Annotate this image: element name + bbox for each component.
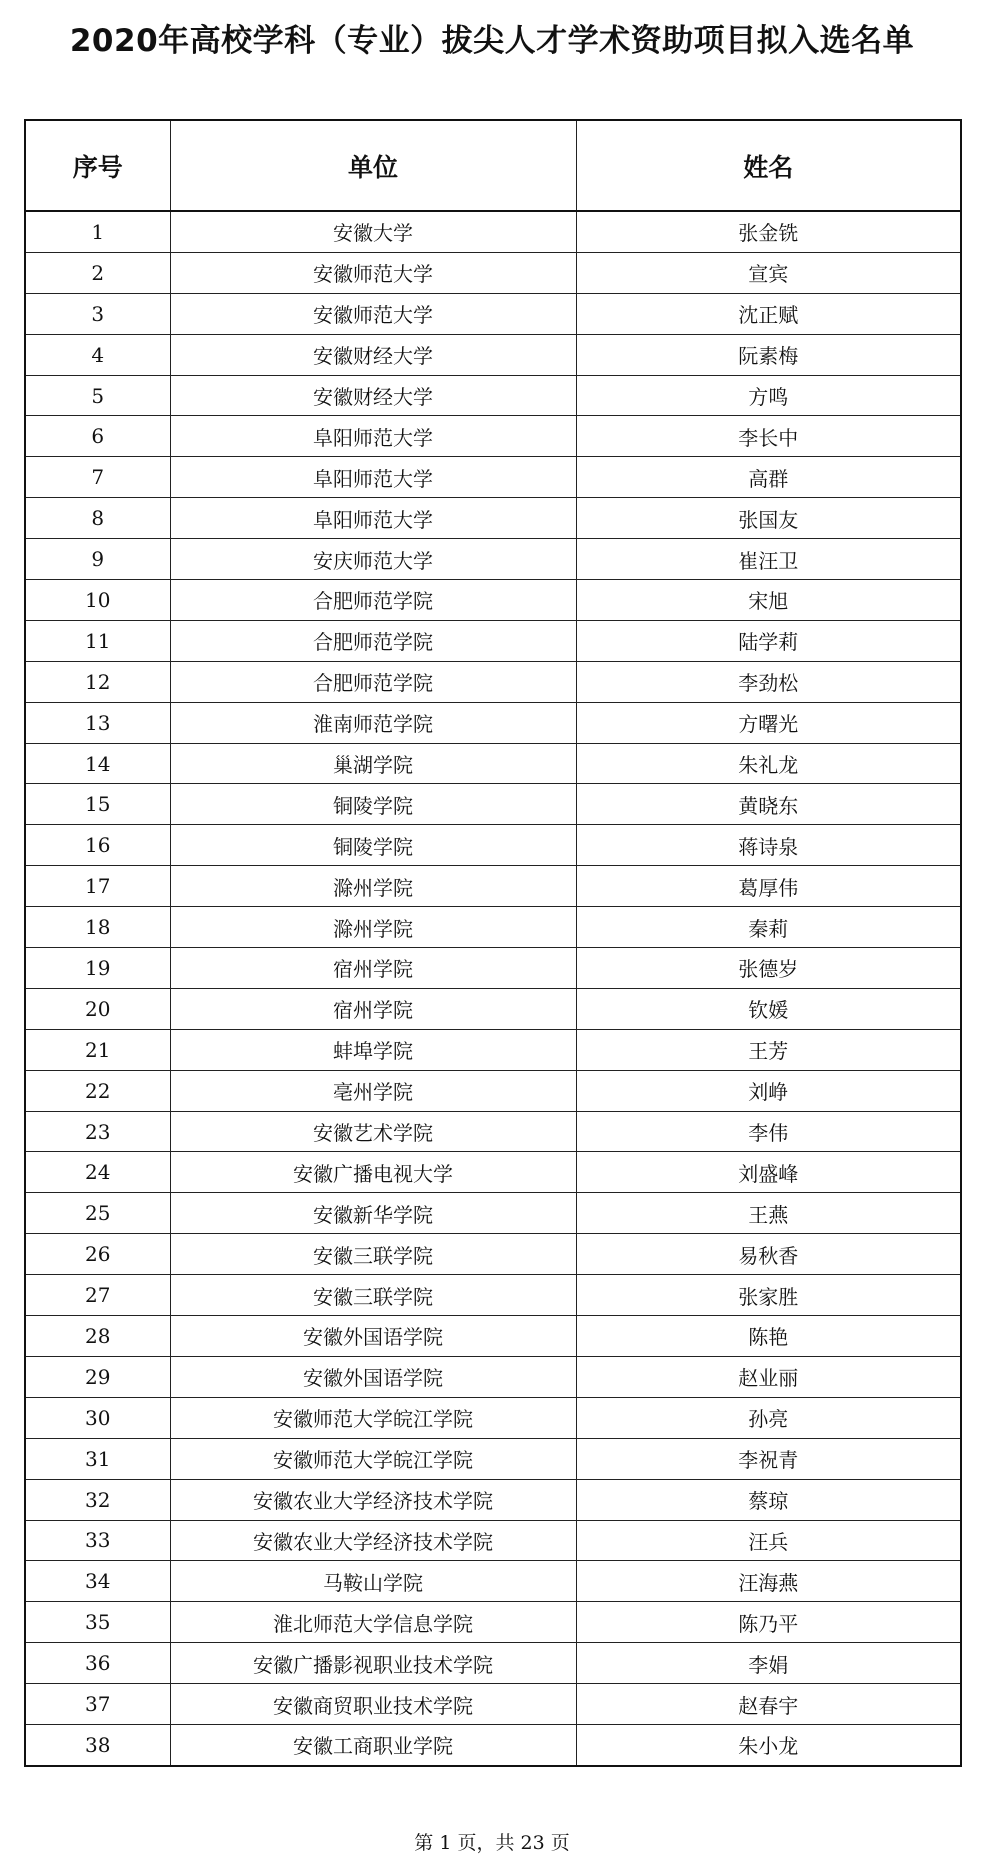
table-row xyxy=(25,1111,961,1152)
name-cell: 汪兵 xyxy=(576,1520,961,1561)
name-cell: 崔汪卫 xyxy=(576,539,961,580)
name-cell: 朱礼龙 xyxy=(576,743,961,784)
row-index-cell: 29 xyxy=(25,1356,170,1397)
name-cell: 方曙光 xyxy=(576,702,961,743)
unit-cell: 安徽财经大学 xyxy=(170,375,576,416)
name-cell: 宋旭 xyxy=(576,580,961,621)
name-cell: 张家胜 xyxy=(576,1275,961,1316)
name-cell: 赵春宇 xyxy=(576,1684,961,1725)
row-index-cell: 16 xyxy=(25,825,170,866)
row-index-cell: 21 xyxy=(25,1029,170,1070)
unit-cell: 马鞍山学院 xyxy=(170,1561,576,1602)
name-cell: 易秋香 xyxy=(576,1234,961,1275)
column-header-unit: 单位 xyxy=(170,120,576,211)
table-row xyxy=(25,1602,961,1643)
name-cell: 李娟 xyxy=(576,1643,961,1684)
table-row xyxy=(25,743,961,784)
row-index-cell: 10 xyxy=(25,580,170,621)
unit-cell: 安徽师范大学皖江学院 xyxy=(170,1397,576,1438)
unit-cell: 安徽农业大学经济技术学院 xyxy=(170,1520,576,1561)
unit-cell: 安徽艺术学院 xyxy=(170,1111,576,1152)
row-index-cell: 18 xyxy=(25,907,170,948)
table-row xyxy=(25,784,961,825)
row-index-cell: 17 xyxy=(25,866,170,907)
unit-cell: 合肥师范学院 xyxy=(170,620,576,661)
name-cell: 刘盛峰 xyxy=(576,1152,961,1193)
table-row xyxy=(25,580,961,621)
name-cell: 阮素梅 xyxy=(576,334,961,375)
name-cell: 王芳 xyxy=(576,1029,961,1070)
unit-cell: 安徽商贸职业技术学院 xyxy=(170,1684,576,1725)
name-cell: 陈乃平 xyxy=(576,1602,961,1643)
unit-cell: 巢湖学院 xyxy=(170,743,576,784)
table-row xyxy=(25,866,961,907)
row-index-cell: 11 xyxy=(25,620,170,661)
table-row xyxy=(25,620,961,661)
table-row xyxy=(25,1275,961,1316)
unit-cell: 阜阳师范大学 xyxy=(170,498,576,539)
table-body xyxy=(25,211,961,1766)
table-row xyxy=(25,702,961,743)
unit-cell: 滁州学院 xyxy=(170,907,576,948)
row-index-cell: 31 xyxy=(25,1438,170,1479)
name-cell: 李伟 xyxy=(576,1111,961,1152)
name-cell: 黄晓东 xyxy=(576,784,961,825)
name-cell: 孙亮 xyxy=(576,1397,961,1438)
row-index-cell: 24 xyxy=(25,1152,170,1193)
row-index-cell: 1 xyxy=(25,211,170,252)
name-cell: 李长中 xyxy=(576,416,961,457)
row-index-cell: 37 xyxy=(25,1684,170,1725)
column-header-index: 序号 xyxy=(25,120,170,211)
unit-cell: 淮北师范大学信息学院 xyxy=(170,1602,576,1643)
table-row xyxy=(25,1684,961,1725)
column-header-name: 姓名 xyxy=(576,120,961,211)
table-row xyxy=(25,1356,961,1397)
unit-cell: 淮南师范学院 xyxy=(170,702,576,743)
row-index-cell: 13 xyxy=(25,702,170,743)
table-row xyxy=(25,375,961,416)
name-cell: 张国友 xyxy=(576,498,961,539)
table-header xyxy=(25,120,961,211)
unit-cell: 安徽三联学院 xyxy=(170,1275,576,1316)
row-index-cell: 4 xyxy=(25,334,170,375)
table-row xyxy=(25,1316,961,1357)
candidate-table xyxy=(24,119,962,1767)
name-cell: 李劲松 xyxy=(576,661,961,702)
name-cell: 赵业丽 xyxy=(576,1356,961,1397)
table-row xyxy=(25,293,961,334)
row-index-cell: 5 xyxy=(25,375,170,416)
table-row xyxy=(25,334,961,375)
name-cell: 蔡琼 xyxy=(576,1479,961,1520)
name-cell: 张金铣 xyxy=(576,211,961,252)
table-row xyxy=(25,1479,961,1520)
row-index-cell: 35 xyxy=(25,1602,170,1643)
row-index-cell: 38 xyxy=(25,1724,170,1765)
name-cell: 王燕 xyxy=(576,1193,961,1234)
unit-cell: 安徽三联学院 xyxy=(170,1234,576,1275)
table-row xyxy=(25,1520,961,1561)
row-index-cell: 34 xyxy=(25,1561,170,1602)
row-index-cell: 3 xyxy=(25,293,170,334)
table-row xyxy=(25,211,961,252)
table-row xyxy=(25,457,961,498)
unit-cell: 安徽大学 xyxy=(170,211,576,252)
row-index-cell: 14 xyxy=(25,743,170,784)
unit-cell: 亳州学院 xyxy=(170,1070,576,1111)
name-cell: 刘峥 xyxy=(576,1070,961,1111)
name-cell: 陈艳 xyxy=(576,1316,961,1357)
name-cell: 李祝青 xyxy=(576,1438,961,1479)
table-row xyxy=(25,252,961,293)
name-cell: 方鸣 xyxy=(576,375,961,416)
unit-cell: 安徽师范大学皖江学院 xyxy=(170,1438,576,1479)
name-cell: 朱小龙 xyxy=(576,1724,961,1765)
table-row xyxy=(25,988,961,1029)
table-row xyxy=(25,416,961,457)
table-row xyxy=(25,1438,961,1479)
table-row xyxy=(25,1561,961,1602)
unit-cell: 安徽新华学院 xyxy=(170,1193,576,1234)
table-header-row xyxy=(25,120,961,211)
page-number-footer: 第 1 页，共 23 页 xyxy=(414,1832,570,1854)
table-row xyxy=(25,1193,961,1234)
name-cell: 蒋诗泉 xyxy=(576,825,961,866)
document-title: 2020年高校学科（专业）拔尖人才学术资助项目拟入选名单 xyxy=(69,23,915,59)
unit-cell: 安徽师范大学 xyxy=(170,252,576,293)
table-row xyxy=(25,498,961,539)
table-row xyxy=(25,907,961,948)
row-index-cell: 36 xyxy=(25,1643,170,1684)
row-index-cell: 20 xyxy=(25,988,170,1029)
unit-cell: 合肥师范学院 xyxy=(170,661,576,702)
unit-cell: 阜阳师范大学 xyxy=(170,416,576,457)
table-row xyxy=(25,1152,961,1193)
table-row xyxy=(25,1070,961,1111)
unit-cell: 安徽师范大学 xyxy=(170,293,576,334)
unit-cell: 安徽广播影视职业技术学院 xyxy=(170,1643,576,1684)
name-cell: 高群 xyxy=(576,457,961,498)
row-index-cell: 33 xyxy=(25,1520,170,1561)
name-cell: 陆学莉 xyxy=(576,620,961,661)
row-index-cell: 9 xyxy=(25,539,170,580)
name-cell: 沈正赋 xyxy=(576,293,961,334)
name-cell: 秦莉 xyxy=(576,907,961,948)
name-cell: 汪海燕 xyxy=(576,1561,961,1602)
table-row xyxy=(25,825,961,866)
row-index-cell: 8 xyxy=(25,498,170,539)
table-row xyxy=(25,948,961,989)
unit-cell: 安徽财经大学 xyxy=(170,334,576,375)
table-row xyxy=(25,1643,961,1684)
unit-cell: 铜陵学院 xyxy=(170,825,576,866)
unit-cell: 安徽广播电视大学 xyxy=(170,1152,576,1193)
unit-cell: 铜陵学院 xyxy=(170,784,576,825)
row-index-cell: 28 xyxy=(25,1316,170,1357)
unit-cell: 安徽工商职业学院 xyxy=(170,1724,576,1765)
row-index-cell: 32 xyxy=(25,1479,170,1520)
row-index-cell: 2 xyxy=(25,252,170,293)
name-cell: 宣宾 xyxy=(576,252,961,293)
table-row xyxy=(25,1029,961,1070)
name-cell: 葛厚伟 xyxy=(576,866,961,907)
table-row xyxy=(25,539,961,580)
table-row xyxy=(25,661,961,702)
row-index-cell: 30 xyxy=(25,1397,170,1438)
name-cell: 钦媛 xyxy=(576,988,961,1029)
unit-cell: 宿州学院 xyxy=(170,948,576,989)
row-index-cell: 19 xyxy=(25,948,170,989)
unit-cell: 阜阳师范大学 xyxy=(170,457,576,498)
unit-cell: 蚌埠学院 xyxy=(170,1029,576,1070)
row-index-cell: 26 xyxy=(25,1234,170,1275)
row-index-cell: 27 xyxy=(25,1275,170,1316)
unit-cell: 安徽外国语学院 xyxy=(170,1356,576,1397)
unit-cell: 安庆师范大学 xyxy=(170,539,576,580)
row-index-cell: 7 xyxy=(25,457,170,498)
unit-cell: 宿州学院 xyxy=(170,988,576,1029)
name-cell: 张德岁 xyxy=(576,948,961,989)
unit-cell: 安徽农业大学经济技术学院 xyxy=(170,1479,576,1520)
row-index-cell: 15 xyxy=(25,784,170,825)
unit-cell: 安徽外国语学院 xyxy=(170,1316,576,1357)
row-index-cell: 23 xyxy=(25,1111,170,1152)
table-row xyxy=(25,1724,961,1765)
row-index-cell: 25 xyxy=(25,1193,170,1234)
row-index-cell: 12 xyxy=(25,661,170,702)
row-index-cell: 6 xyxy=(25,416,170,457)
row-index-cell: 22 xyxy=(25,1070,170,1111)
table-row xyxy=(25,1397,961,1438)
table-row xyxy=(25,1234,961,1275)
unit-cell: 滁州学院 xyxy=(170,866,576,907)
unit-cell: 合肥师范学院 xyxy=(170,580,576,621)
